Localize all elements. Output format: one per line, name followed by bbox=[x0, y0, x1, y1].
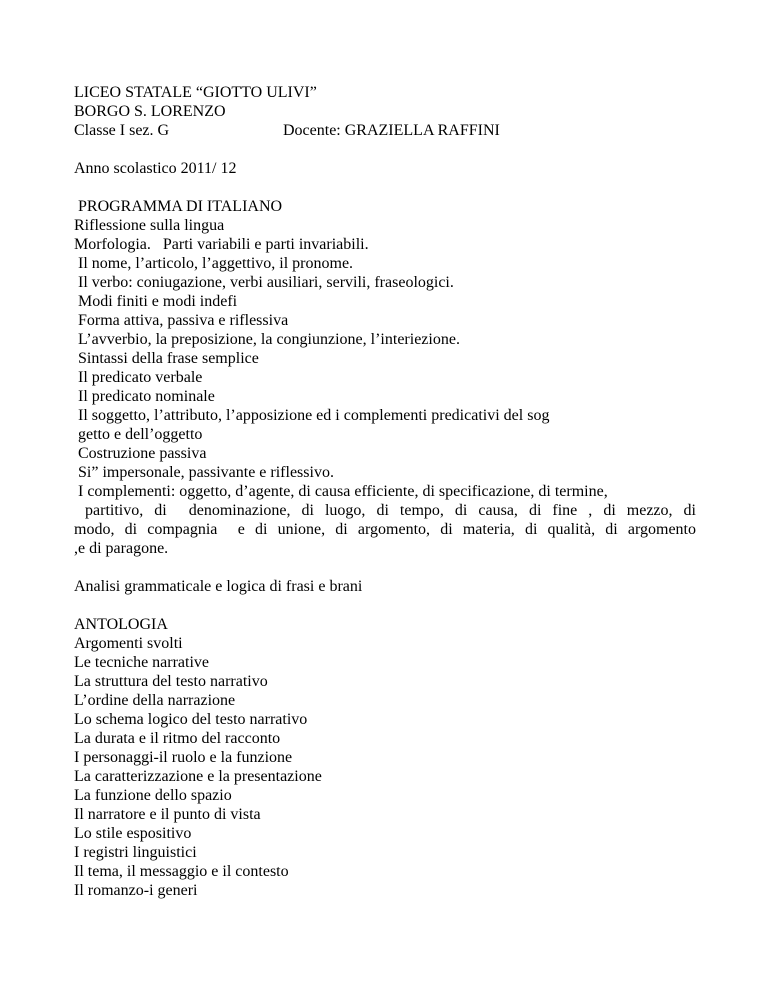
complementi-line: partitivo, di denominazione, di luogo, di tempo, di causa, di fine , di mezzo, di bbox=[74, 502, 697, 519]
programma-line: Il predicato verbale bbox=[74, 369, 203, 386]
spacer bbox=[74, 178, 696, 197]
antologia-item: Il narratore e il punto di vista bbox=[74, 806, 261, 823]
antologia-item: L’ordine della narrazione bbox=[74, 692, 236, 709]
programma-title: PROGRAMMA DI ITALIANO bbox=[74, 198, 283, 215]
antologia-item: I personaggi-il ruolo e la funzione bbox=[74, 749, 293, 766]
programma-line: Il nome, l’articolo, l’aggettivo, il pronome. bbox=[74, 255, 354, 272]
programma-line: L’avverbio, la preposizione, la congiunzione, l’interiezione. bbox=[74, 331, 460, 348]
analisi-line: Analisi grammaticale e logica di frasi e brani bbox=[74, 578, 363, 595]
teacher-label: Docente: GRAZIELLA RAFFINI bbox=[283, 122, 500, 139]
programma-line: Riflessione sulla lingua bbox=[74, 217, 225, 234]
programma-line: Il verbo: coniugazione, verbi ausiliari, servili, fraseologici. bbox=[74, 274, 454, 291]
spacer bbox=[74, 558, 696, 577]
antologia-title: ANTOLOGIA bbox=[74, 616, 168, 633]
complementi-line: modo, di compagnia e di unione, di argomento, di materia, di qualità, di argomento bbox=[74, 521, 696, 538]
antologia-item: Il tema, il messaggio e il contesto bbox=[74, 863, 289, 880]
spacer bbox=[74, 596, 696, 615]
programma-line: Forma attiva, passiva e riflessiva bbox=[74, 312, 289, 329]
antologia-list bbox=[74, 634, 696, 900]
programma-line: Morfologia. Parti variabili e parti invariabili. bbox=[74, 236, 369, 253]
school-year: Anno scolastico 2011/ 12 bbox=[74, 160, 237, 177]
antologia-item: La funzione dello spazio bbox=[74, 787, 232, 804]
programma-line: Il soggetto, l’attributo, l’apposizione ed i complementi predicativi del sog bbox=[74, 407, 550, 424]
antologia-item: La struttura del testo narrativo bbox=[74, 673, 268, 690]
programma-line: Sintassi della frase semplice bbox=[74, 350, 259, 367]
programma-line: Modi finiti e modi indefi bbox=[74, 293, 238, 310]
complementi-paragraph bbox=[74, 501, 696, 558]
programma-line: getto e dell’oggetto bbox=[74, 426, 203, 443]
programma-lines bbox=[74, 216, 696, 501]
antologia-item: Il romanzo-i generi bbox=[74, 882, 198, 899]
programma-line: Costruzione passiva bbox=[74, 445, 207, 462]
programma-line: Il predicato nominale bbox=[74, 388, 215, 405]
class-teacher-line bbox=[74, 121, 696, 140]
antologia-item: Lo schema logico del testo narrativo bbox=[74, 711, 308, 728]
complementi-line: ,e di paragone. bbox=[74, 540, 169, 557]
antologia-item: Argomenti svolti bbox=[74, 635, 183, 652]
school-city: BORGO S. LORENZO bbox=[74, 103, 226, 120]
spacer bbox=[74, 140, 696, 159]
class-label: Classe I sez. G bbox=[74, 122, 170, 139]
school-name: LICEO STATALE “GIOTTO ULIVI” bbox=[74, 84, 317, 101]
antologia-item: La caratterizzazione e la presentazione bbox=[74, 768, 322, 785]
programma-line: Si” impersonale, passivante e riflessivo. bbox=[74, 464, 334, 481]
antologia-item: Le tecniche narrative bbox=[74, 654, 210, 671]
antologia-item: I registri linguistici bbox=[74, 844, 197, 861]
antologia-item: Lo stile espositivo bbox=[74, 825, 192, 842]
programma-line: I complementi: oggetto, d’agente, di causa efficiente, di specificazione, di termine, bbox=[74, 483, 608, 500]
antologia-item: La durata e il ritmo del racconto bbox=[74, 730, 281, 747]
